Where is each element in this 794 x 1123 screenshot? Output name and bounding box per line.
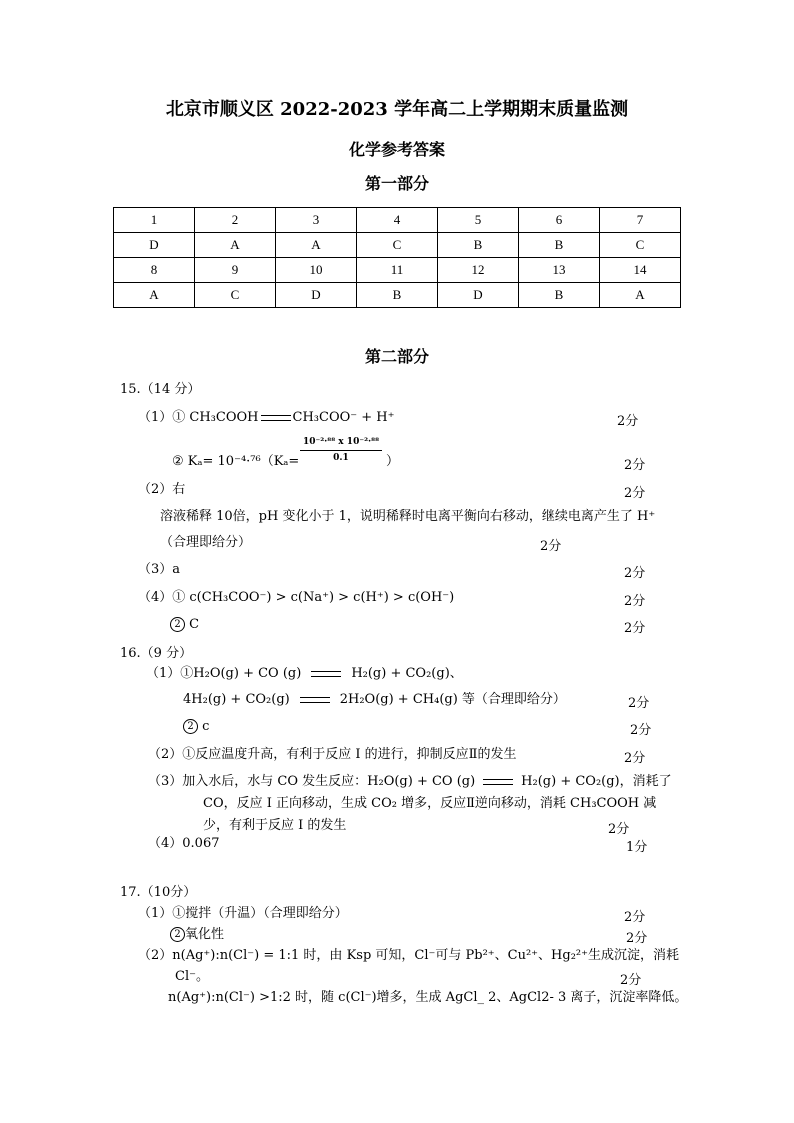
q17-1-2 — [170, 927, 224, 943]
q15-1-2-close: ） — [386, 454, 400, 469]
table-cell: 14 — [600, 258, 681, 283]
q16-2-points: 2分 — [624, 751, 646, 766]
q17-1-1: （1）①搅拌（升温）（合理即给分） — [138, 906, 348, 921]
circled-number: 2 — [170, 927, 185, 942]
table-cell: B — [519, 283, 600, 308]
q17-2-line3: n(Ag⁺):n(Cl⁻) >1:2 时，随 c(Cl⁻)增多，生成 AgCl_ 2、AgCl2- 3 离子，沉淀率降低。 — [168, 990, 688, 1005]
ka-fraction — [300, 438, 382, 463]
table-cell: D — [114, 233, 195, 258]
table-cell: A — [600, 283, 681, 308]
q16-1-1-right2: 2H₂O(g) + CH₄(g) 等（合理即给分） — [339, 692, 566, 707]
table-cell: A — [276, 233, 357, 258]
table-row — [114, 283, 681, 308]
table-cell: 5 — [438, 208, 519, 233]
q16-1-1-points: 2分 — [628, 696, 650, 711]
equilibrium-arrow-icon — [300, 696, 330, 704]
q15-heading: 15.（14 分） — [120, 382, 201, 397]
q15-2: （2）右 — [138, 482, 186, 497]
part-two-heading: 第二部分 — [364, 347, 429, 366]
q15-4-1: （4）① c(CH₃COO⁻) > c(Na⁺) > c(H⁺) > c(OH⁻) — [138, 590, 455, 605]
q15-2-note-points: 2分 — [540, 539, 562, 554]
table-cell: 2 — [195, 208, 276, 233]
table-cell: A — [114, 283, 195, 308]
document-title: 北京市顺义区 2022-2023 学年高二上学期期末质量监测 — [165, 99, 629, 120]
q16-3-line3: 少，有利于反应 I 的发生 — [203, 818, 347, 833]
table-cell: C — [600, 233, 681, 258]
table-cell: 6 — [519, 208, 600, 233]
q17-1-2-answer: 氧化性 — [185, 927, 225, 942]
document-subtitle: 化学参考答案 — [348, 140, 445, 159]
q15-3-points: 2分 — [624, 566, 646, 581]
table-cell: 4 — [357, 208, 438, 233]
q15-1-2-text: ② Kₐ= 10⁻⁴·⁷⁶（Kₐ= — [172, 454, 300, 469]
q16-1-1-line2 — [183, 692, 566, 708]
q15-3: （3）a — [138, 562, 181, 577]
q17-2-points: 2分 — [620, 973, 642, 988]
table-cell: 9 — [195, 258, 276, 283]
circled-number: 2 — [170, 617, 185, 632]
q17-heading: 17.（10分） — [120, 885, 197, 900]
table-cell: D — [276, 283, 357, 308]
q15-1-1-right: CH₃COO⁻ + H⁺ — [292, 410, 395, 425]
table-row — [114, 258, 681, 283]
table-cell: 7 — [600, 208, 681, 233]
q15-1-1-left: （1）① CH₃COOH — [138, 410, 259, 425]
q17-2-line2: Cl⁻。 — [175, 969, 209, 984]
table-cell: 10 — [276, 258, 357, 283]
q16-4: （4）0.067 — [148, 836, 220, 851]
q16-3-points: 2分 — [608, 822, 630, 837]
table-cell: C — [357, 233, 438, 258]
table-cell: B — [438, 233, 519, 258]
equilibrium-arrow-icon — [483, 778, 513, 786]
ka-fraction-numerator: 10⁻²·⁸⁸ x 10⁻²·⁸⁸ — [300, 438, 382, 451]
q17-1-1-points: 2分 — [624, 910, 646, 925]
q16-3-right: H₂(g) + CO₂(g)，消耗了 — [521, 774, 672, 789]
equilibrium-arrow-icon — [311, 670, 341, 678]
q17-1-2-points: 2分 — [626, 931, 648, 946]
q17-2-line1: （2）n(Ag⁺):n(Cl⁻) = 1:1 时，由 Ksp 可知，Cl⁻可与 Pb²⁺、Cu²⁺、Hg₂²⁺生成沉淀，消耗 — [138, 948, 679, 963]
q15-2-points: 2分 — [624, 486, 646, 501]
q16-1-1-line1 — [146, 666, 463, 682]
q15-4-2-answer: C — [189, 617, 200, 632]
answer-table — [113, 207, 681, 308]
q16-1-2-points: 2分 — [630, 723, 652, 738]
table-row — [114, 208, 681, 233]
q16-heading: 16.（9 分） — [120, 646, 193, 661]
q15-2-explanation: 溶液稀释 10倍，pH 变化小于 1，说明稀释时电离平衡向右移动，继续电离产生了 H⁺ — [160, 509, 656, 524]
q16-1-2-answer: c — [202, 719, 210, 734]
q16-2: （2）①反应温度升高，有利于反应 I 的进行，抑制反应Ⅱ的发生 — [148, 747, 517, 762]
table-cell: 12 — [438, 258, 519, 283]
q15-4-2 — [170, 617, 199, 633]
q15-2-note: （合理即给分） — [160, 535, 252, 550]
q16-1-1-right: H₂(g) + CO₂(g)、 — [351, 666, 463, 681]
table-row — [114, 233, 681, 258]
table-cell: A — [195, 233, 276, 258]
table-cell: 8 — [114, 258, 195, 283]
table-cell: 13 — [519, 258, 600, 283]
ka-fraction-denominator: 0.1 — [333, 453, 349, 463]
table-cell: 3 — [276, 208, 357, 233]
table-cell: 11 — [357, 258, 438, 283]
q15-4-2-points: 2分 — [624, 621, 646, 636]
q15-1-1-points: 2分 — [617, 414, 639, 429]
q16-1-2 — [183, 719, 209, 735]
q15-1-2-points: 2分 — [624, 458, 646, 473]
q15-4-1-points: 2分 — [624, 594, 646, 609]
q16-1-1-left: （1）①H₂O(g) + CO (g) — [146, 666, 302, 681]
equilibrium-arrow-icon — [261, 414, 291, 422]
table-cell: B — [357, 283, 438, 308]
q16-3-left: （3）加入水后，水与 CO 发生反应：H₂O(g) + CO (g) — [148, 774, 476, 789]
q16-3-line1 — [148, 774, 672, 790]
q16-3-line2: CO，反应 I 正向移动，生成 CO₂ 增多，反应Ⅱ逆向移动，消耗 CH₃COOH 减 — [203, 796, 657, 811]
table-cell: 1 — [114, 208, 195, 233]
table-cell: D — [438, 283, 519, 308]
part-one-heading: 第一部分 — [364, 174, 429, 193]
circled-number: 2 — [183, 719, 198, 734]
q15-1-1 — [138, 410, 394, 426]
q16-1-1-left2: 4H₂(g) + CO₂(g) — [183, 692, 290, 707]
table-cell: C — [195, 283, 276, 308]
q16-4-points: 1分 — [626, 840, 648, 855]
table-cell: B — [519, 233, 600, 258]
